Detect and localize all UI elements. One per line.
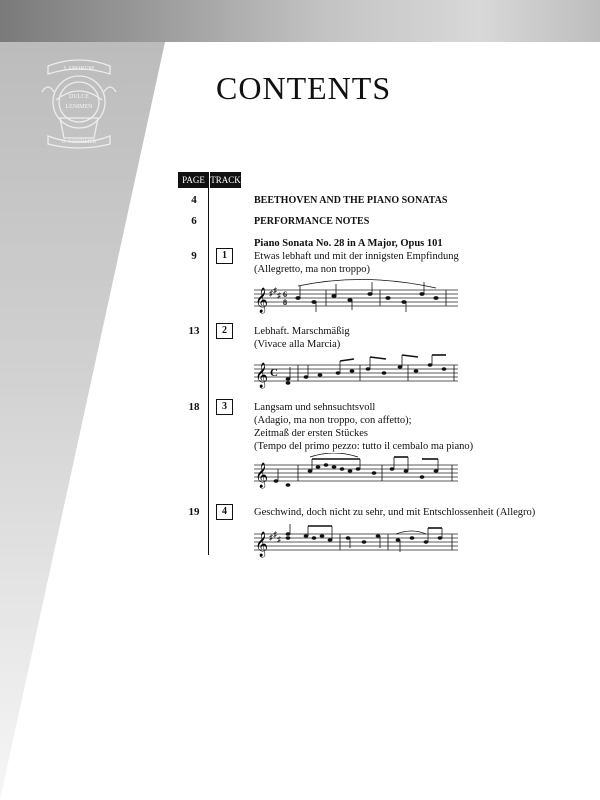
- music-incipit-1: [254, 278, 458, 318]
- svg-text:𝄞: 𝄞: [255, 362, 269, 387]
- svg-text:LENIMEN: LENIMEN: [65, 104, 93, 110]
- track-number[interactable]: 1: [216, 248, 233, 264]
- svg-text:8: 8: [283, 298, 287, 307]
- svg-text:𝄞: 𝄞: [255, 531, 269, 556]
- track-number[interactable]: 3: [216, 399, 233, 415]
- svg-text:𝄞: 𝄞: [255, 287, 269, 312]
- side-band: [0, 42, 165, 800]
- entry-title[interactable]: BEETHOVEN AND THE PIANO SONATAS: [254, 195, 448, 206]
- music-incipit-3: [254, 453, 458, 493]
- movement-line: Langsam und sehnsuchtsvoll: [254, 402, 376, 413]
- music-incipit-4: [254, 522, 458, 562]
- entry-page-number: 18: [188, 401, 200, 413]
- schirmer-seal-icon: [38, 52, 120, 150]
- svg-text:♯: ♯: [269, 533, 273, 542]
- column-divider: [208, 188, 209, 555]
- entry-page-number: 19: [188, 506, 200, 518]
- svg-text:6: 6: [283, 290, 287, 299]
- page-title: CONTENTS: [216, 70, 392, 106]
- column-header-track: TRACK: [209, 172, 241, 188]
- svg-text:G. SCHIRMER: G. SCHIRMER: [61, 139, 97, 145]
- movement-title[interactable]: [254, 250, 459, 276]
- movement-line: Zeitmaß der ersten Stückes: [254, 428, 369, 439]
- movement-line: (Adagio, ma non troppo, con affetto);: [254, 415, 412, 426]
- svg-text:LABORUM: LABORUM: [63, 66, 95, 72]
- svg-text:C: C: [270, 367, 278, 379]
- svg-text:DULCE: DULCE: [69, 94, 89, 100]
- movement-title[interactable]: [254, 506, 535, 519]
- svg-text:♯: ♯: [273, 530, 277, 539]
- svg-text:𝄞: 𝄞: [255, 462, 269, 487]
- top-band: [0, 0, 600, 42]
- column-header-page: PAGE: [178, 172, 209, 188]
- column-header: [178, 172, 241, 188]
- movement-line: Geschwind, doch nicht zu sehr, und mit Entschlossenheit (Allegro): [254, 507, 536, 518]
- entry-page-number: 9: [191, 250, 197, 262]
- movement-title[interactable]: [254, 401, 473, 453]
- entry-page-number: 4: [191, 194, 197, 206]
- movement-line: Lebhaft. Marschmäßig: [254, 326, 350, 337]
- entry-title[interactable]: PERFORMANCE NOTES: [254, 216, 370, 227]
- svg-text:♯: ♯: [269, 289, 273, 298]
- track-number[interactable]: 4: [216, 504, 233, 520]
- svg-text:♯: ♯: [273, 286, 277, 295]
- entry-page-number: 13: [188, 325, 200, 337]
- svg-text:♯: ♯: [277, 535, 281, 544]
- entry-page-number: 6: [191, 215, 197, 227]
- track-number[interactable]: 2: [216, 323, 233, 339]
- sonata-heading: Piano Sonata No. 28 in A Major, Opus 101: [254, 238, 443, 249]
- svg-text:♯: ♯: [277, 291, 281, 300]
- movement-title[interactable]: [254, 325, 350, 351]
- movement-line: Etwas lebhaft und mit der innigsten Empfindung: [254, 251, 459, 262]
- movement-line: (Vivace alla Marcia): [254, 339, 341, 350]
- movement-line: (Allegretto, ma non troppo): [254, 264, 371, 275]
- movement-line: (Tempo del primo pezzo: tutto il cembalo ma piano): [254, 441, 474, 452]
- music-incipit-2: [254, 353, 458, 393]
